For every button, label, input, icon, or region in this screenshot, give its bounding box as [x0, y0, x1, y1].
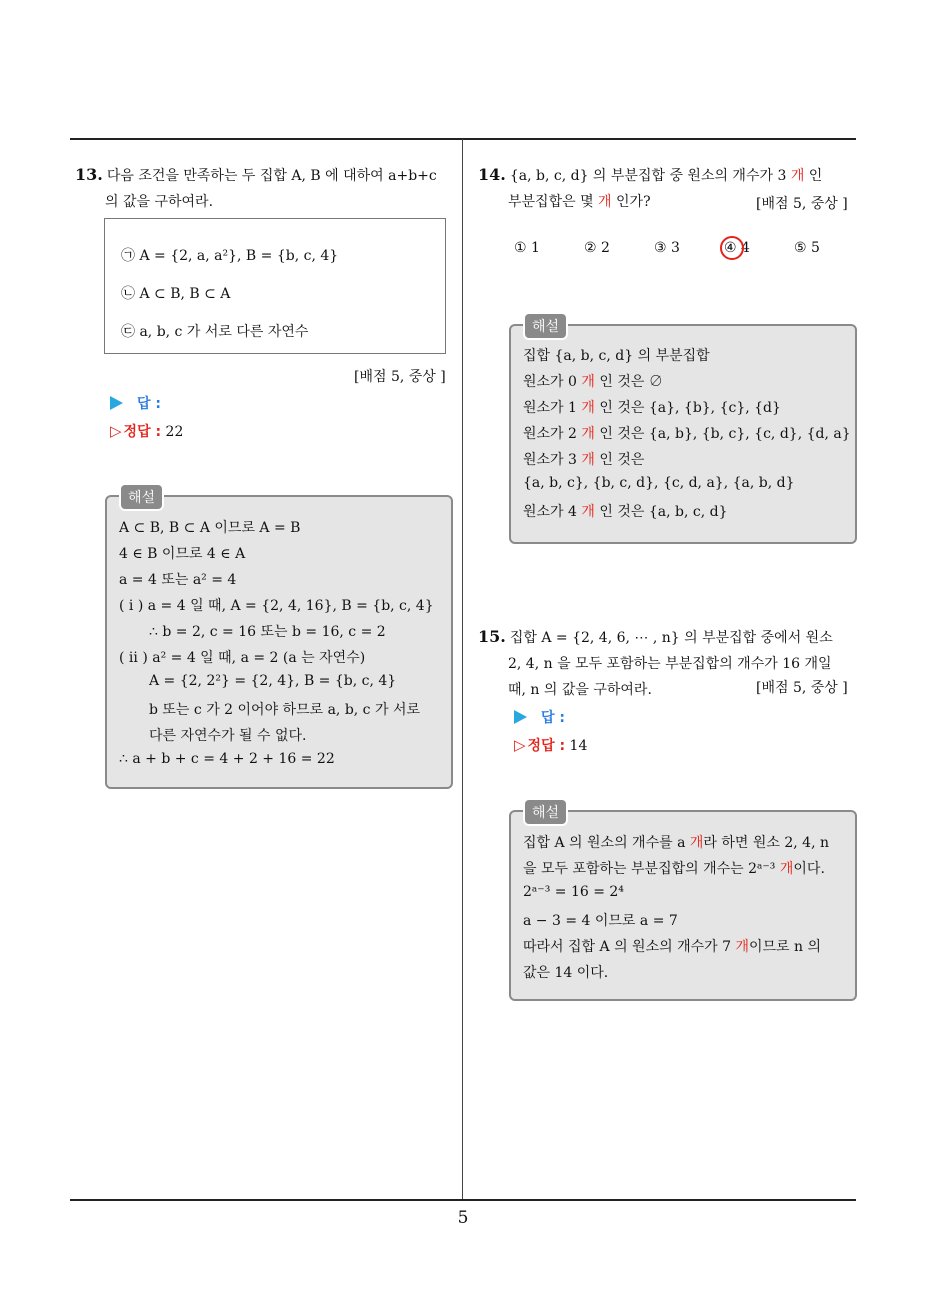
- answer-row: [110, 394, 161, 414]
- choice-4[interactable]: [724, 240, 750, 256]
- question-text-cont: 2, 4, n 을 모두 포함하는 부분집합의 개수가 16 개일: [508, 656, 832, 672]
- question-text: 다음 조건을 만족하는 두 집합 A, B 에 대하여 a+b+c: [106, 168, 437, 184]
- explanation-line: 원소가 3 개 인 것은: [523, 452, 645, 468]
- question-text: 집합 A = {2, 4, 6, ⋯ , n} 의 부분집합 중에서 원소: [509, 630, 833, 646]
- explanation-line: ( ii ) a² = 4 일 때, a = 2 (a 는 자연수): [119, 650, 366, 666]
- explanation-line: ( i ) a = 4 일 때, A = {2, 4, 16}, B = {b, c, 4}: [119, 598, 434, 614]
- explanation-tag: 해설: [119, 483, 164, 511]
- condition-1: ㉠ A = {2, a, a²}, B = {b, c, 4}: [121, 248, 339, 264]
- choice-2[interactable]: ② 2: [584, 240, 610, 256]
- question-number: 13.: [75, 165, 103, 184]
- question-text-cont: 의 값을 구하여라.: [105, 194, 214, 210]
- question-text: 인가?: [611, 194, 651, 210]
- correct-label: 정답 :: [527, 738, 566, 754]
- explanation-box: [509, 805, 857, 1001]
- bottom-rule: [70, 1199, 856, 1201]
- explanation-box: [509, 319, 857, 544]
- score-label: [배점 5, 중상 ]: [756, 680, 848, 696]
- correct-answer-row: [514, 735, 587, 756]
- correct-label: 정답 :: [123, 424, 162, 440]
- highlight-text: 개: [790, 168, 805, 184]
- answer-label: 답 :: [541, 710, 565, 726]
- explanation-line: b 또는 c 가 2 이어야 하므로 a, b, c 가 서로: [149, 702, 420, 718]
- explanation-line: 다른 자연수가 될 수 없다.: [149, 728, 307, 744]
- choice-1[interactable]: ① 1: [514, 240, 540, 256]
- explanation-line: 따라서 집합 A 의 원소의 개수가 7 개이므로 n 의: [523, 939, 822, 955]
- explanation-line: A ⊂ B, B ⊂ A 이므로 A = B: [119, 520, 301, 536]
- column-divider: [462, 139, 463, 1200]
- explanation-line: a − 3 = 4 이므로 a = 7: [523, 913, 678, 929]
- explanation-line: A = {2, 2²} = {2, 4}, B = {b, c, 4}: [149, 673, 397, 689]
- explanation-box: [105, 490, 453, 789]
- selected-circle-icon: [720, 236, 744, 260]
- explanation-tag: 해설: [523, 312, 568, 340]
- explanation-line: 값은 14 이다.: [523, 965, 609, 981]
- explanation-line: {a, b, c}, {b, c, d}, {c, d, a}, {a, b, d}: [523, 475, 795, 491]
- explanation-line: 원소가 2 개 인 것은 {a, b}, {b, c}, {c, d}, {d, a}: [523, 426, 851, 442]
- triangle-outline-icon: ▷: [514, 736, 526, 754]
- choice-5[interactable]: ⑤ 5: [794, 240, 820, 256]
- explanation-tag: 해설: [523, 798, 568, 826]
- explanation-line: 원소가 1 개 인 것은 {a}, {b}, {c}, {d}: [523, 400, 781, 416]
- question-text-cont: 때, n 의 값을 구하여라.: [508, 682, 652, 698]
- question-text: {a, b, c, d} 의 부분집합 중 원소의 개수가 3: [509, 168, 791, 184]
- question-text: 부분집합은 몇: [508, 194, 599, 210]
- explanation-line: ∴ a + b + c = 4 + 2 + 16 = 22: [119, 751, 335, 767]
- explanation-line: 원소가 4 개 인 것은 {a, b, c, d}: [523, 504, 728, 520]
- correct-value: 22: [165, 424, 184, 440]
- explanation-line: 4 ∈ B 이므로 4 ∈ A: [119, 546, 246, 562]
- correct-value: 14: [569, 738, 588, 754]
- question-13: [75, 162, 460, 215]
- explanation-line: 을 모두 포함하는 부분집합의 개수는 2ᵃ⁻³ 개이다.: [523, 861, 825, 877]
- question-number: 15.: [478, 627, 506, 646]
- play-icon: [514, 710, 527, 724]
- question-number: 14.: [478, 165, 506, 184]
- explanation-line: 2ᵃ⁻³ = 16 = 2⁴: [523, 884, 624, 900]
- explanation-line: 집합 {a, b, c, d} 의 부분집합: [523, 348, 710, 364]
- explanation-line: ∴ b = 2, c = 16 또는 b = 16, c = 2: [149, 624, 386, 640]
- conditions-box: [104, 218, 446, 354]
- choice-3[interactable]: ③ 3: [654, 240, 680, 256]
- page-number: 5: [457, 1208, 469, 1228]
- play-icon: [110, 396, 123, 410]
- score-label: [배점 5, 중상 ]: [756, 196, 848, 212]
- question-text: 인: [804, 168, 823, 184]
- condition-3: ㉢ a, b, c 가 서로 다른 자연수: [121, 324, 309, 340]
- triangle-outline-icon: ▷: [110, 422, 122, 440]
- explanation-line: a = 4 또는 a² = 4: [119, 572, 237, 588]
- top-rule: [70, 138, 856, 140]
- condition-2: ㉡ A ⊂ B, B ⊂ A: [121, 286, 231, 302]
- answer-label: 답 :: [137, 396, 161, 412]
- choice-label: ④ 4: [724, 240, 750, 256]
- correct-answer-row: [110, 421, 183, 442]
- explanation-line: 집합 A 의 원소의 개수를 a 개라 하면 원소 2, 4, n: [523, 835, 830, 851]
- highlight-text: 개: [598, 194, 612, 210]
- answer-row: [514, 708, 565, 728]
- score-label: [배점 5, 중상 ]: [354, 369, 446, 385]
- explanation-line: 원소가 0 개 인 것은 ∅: [523, 374, 663, 390]
